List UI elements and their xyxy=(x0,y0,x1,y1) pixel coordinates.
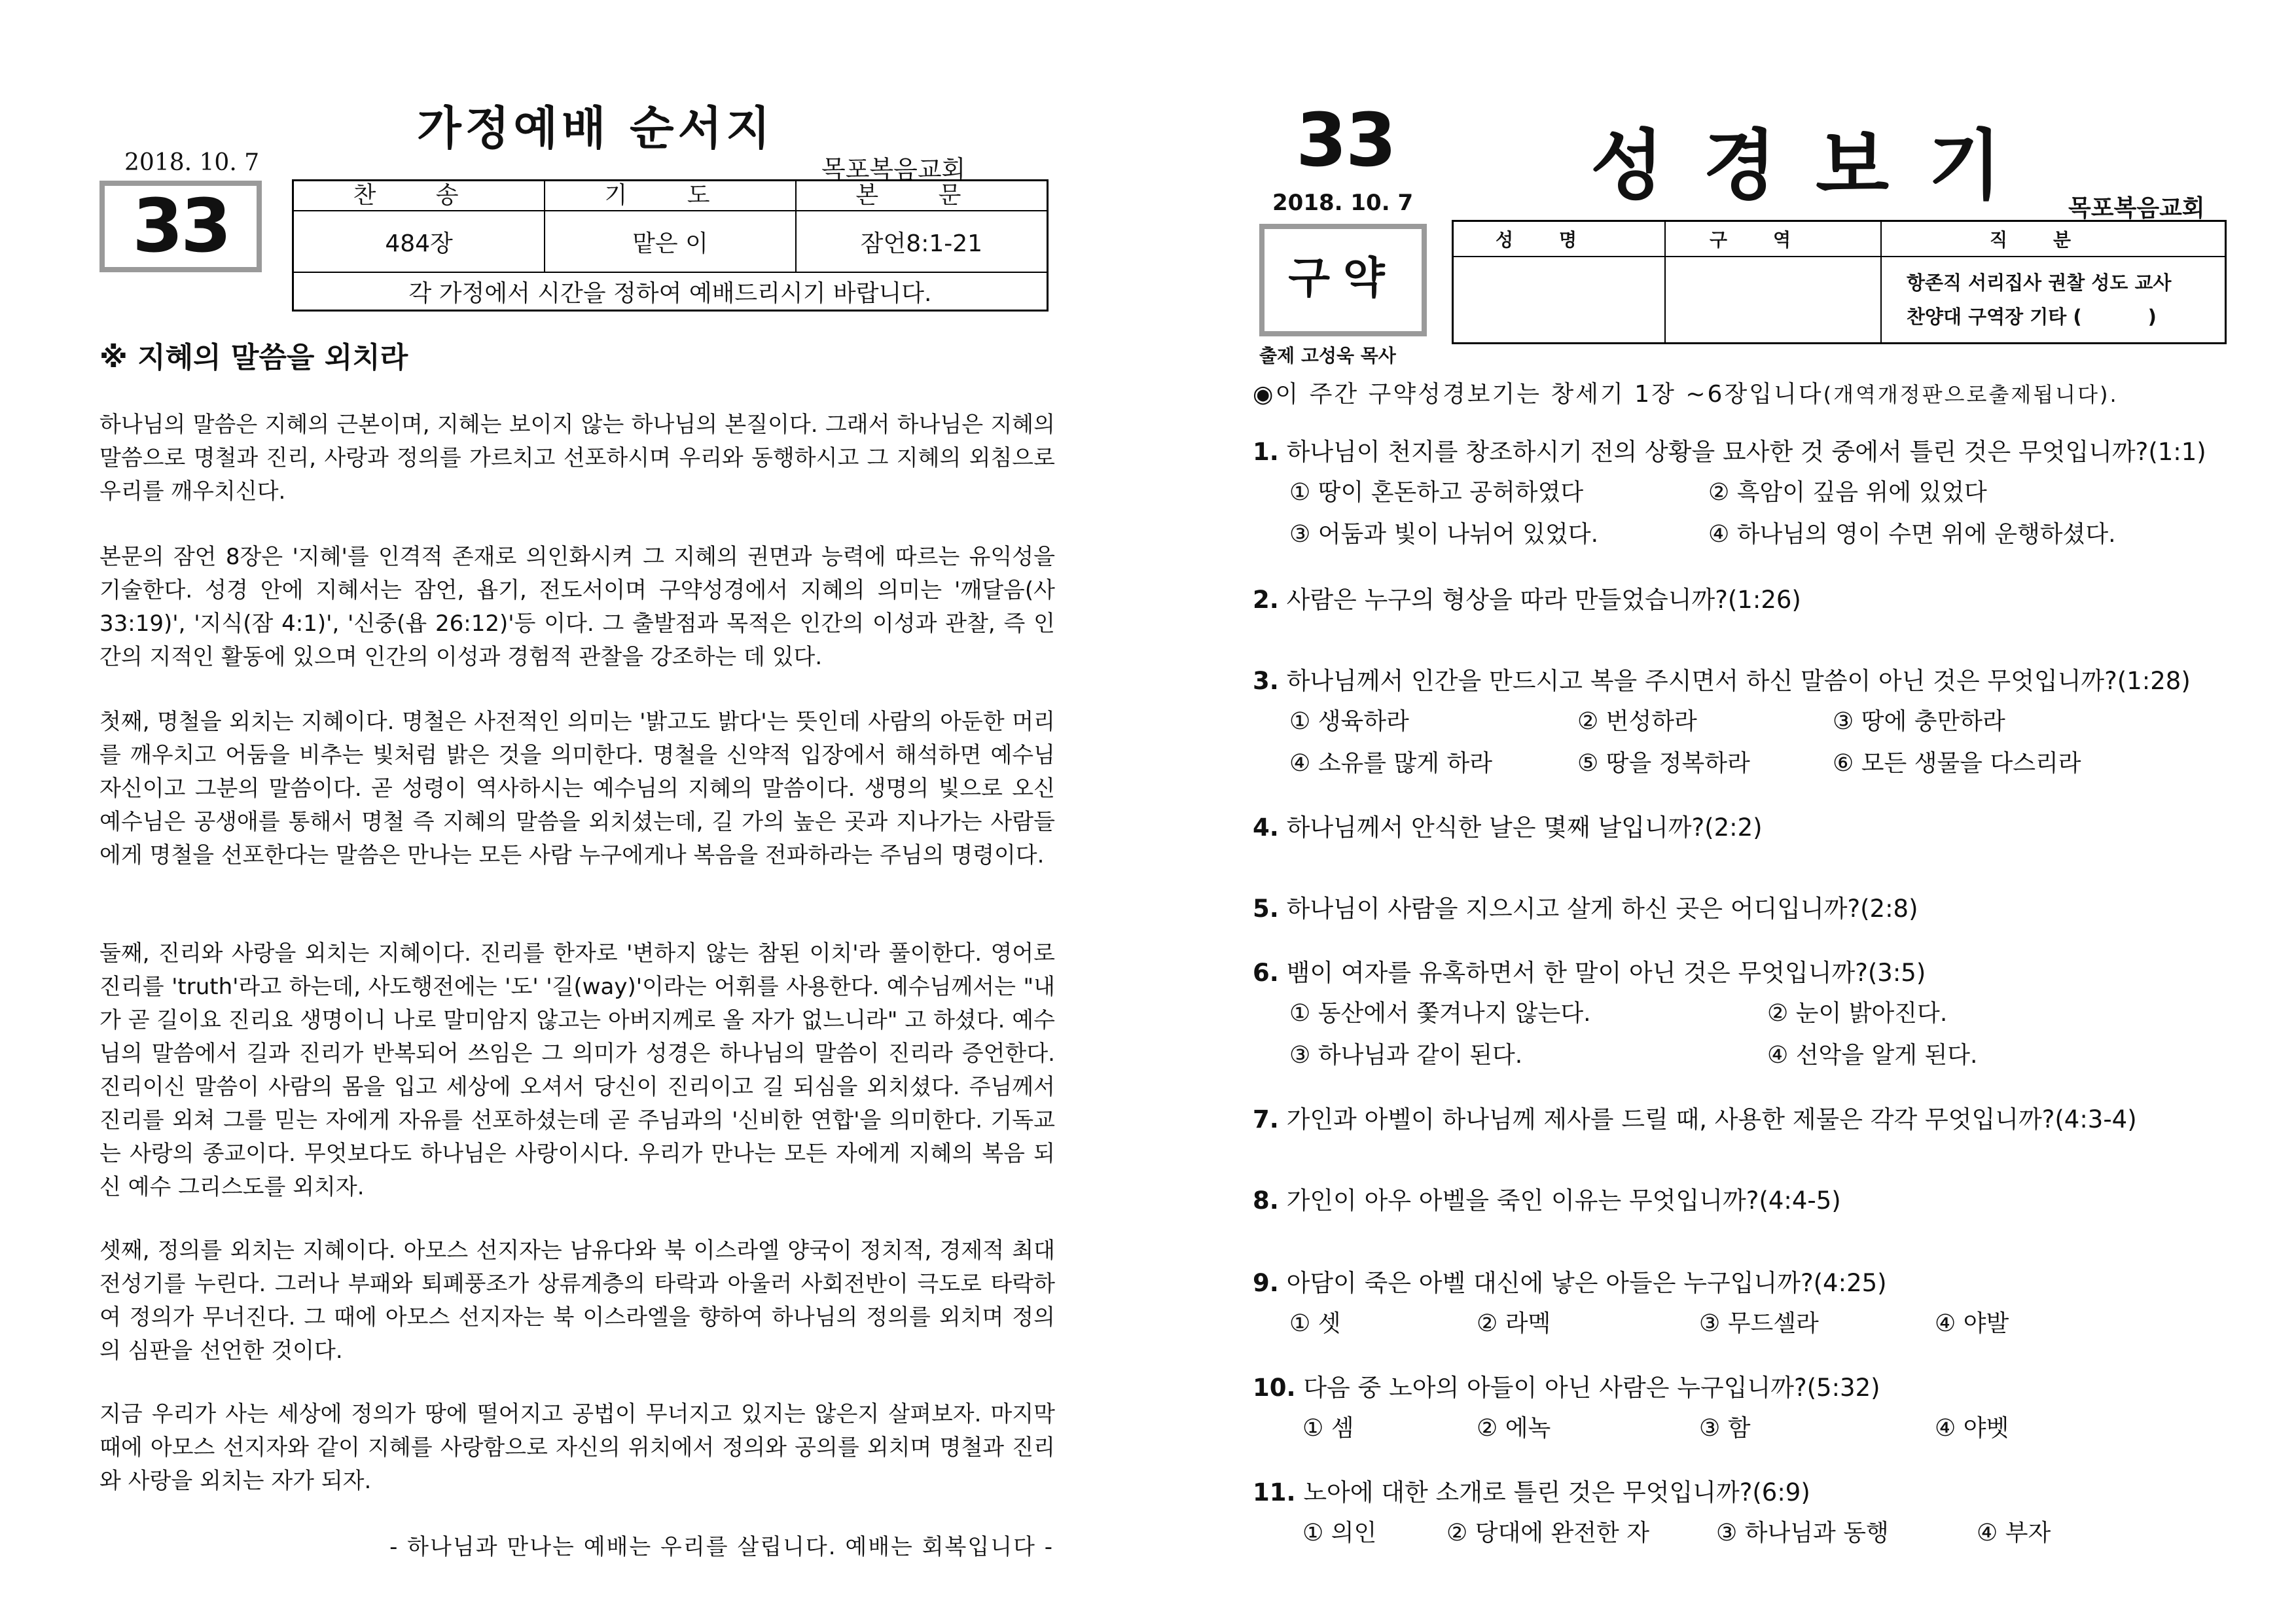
question-10-options xyxy=(1289,1410,2232,1442)
question-text: 하나님이 사람을 지으시고 살게 하신 곳은 어디입니까?(2:8) xyxy=(1286,895,1918,923)
question-7 xyxy=(1253,1099,2137,1135)
question-number: 4. xyxy=(1253,813,1279,842)
sermon-paragraph-3: 첫째, 명철을 외치는 지혜이다. 명철은 사전적인 의미는 '밝고도 밝다'는 뜻인데 사람의 아둔한 머리를 깨우치고 어둠을 비추는 빛처럼 밝은 것을 의미한다. 명철을 신약적 입장에서 해석하면 예수님 자신이고 그분의 말씀이다. 곧 성령이 역사하시는 예수님의 지혜의 말씀이다. 생명의 빛으로 오신 예수님은 공생애를 통해서 명철 즉 지혜의 말씀을 외치셨는데, 길 가의 높은 곳과 지나가는 사람들에게 명철을 선포한다는 말씀은 만나는 모든 사람 누구에게나 복음을 전파하라는 주님의 명령이다. xyxy=(99,709,1055,868)
question-text: 사람은 누구의 형상을 따라 만들었습니까?(1:26) xyxy=(1286,586,1801,614)
option[interactable]: ⑥ 모든 생물을 다스리라 xyxy=(1833,750,2081,777)
option[interactable]: ① 셈 xyxy=(1302,1415,1354,1442)
question-11-options xyxy=(1289,1514,2232,1547)
quiz-author: 출제 고성욱 목사 xyxy=(1259,345,1396,366)
question-number: 7. xyxy=(1253,1105,1279,1133)
prayer-value: 맡은 이 xyxy=(545,211,796,272)
option[interactable]: ② 눈이 밝아진다. xyxy=(1767,1000,1948,1027)
worship-order-table xyxy=(292,179,1049,312)
sermon-heading: ※ 지혜의 말씀을 외치라 xyxy=(99,341,408,374)
question-11 xyxy=(1253,1472,1810,1508)
question-text: 가인과 아벨이 하나님께 제사를 드릴 때, 사용한 제물은 각각 무엇입니까?(4:3-4) xyxy=(1286,1105,2137,1133)
weekly-notice xyxy=(1253,376,2119,409)
option[interactable]: ① 땅이 혼돈하고 공허하였다 xyxy=(1289,479,1584,506)
header-scripture: 본 문 xyxy=(796,181,1048,211)
question-9-options xyxy=(1289,1305,2232,1338)
name-field[interactable] xyxy=(1453,257,1666,344)
question-6-options-row-1 xyxy=(1289,995,2232,1027)
header-name: 성명 xyxy=(1453,221,1666,257)
question-1-options-row-2 xyxy=(1289,516,2232,548)
header-duty: 직분 xyxy=(1881,221,2226,257)
option[interactable]: ① 생육하라 xyxy=(1289,708,1409,735)
left-page-title: 가정예배 순서지 xyxy=(417,101,774,155)
question-text: 하나님께서 인간을 만드시고 복을 주시면서 하신 말씀이 아닌 것은 무엇입니까?(1:28) xyxy=(1286,667,2191,695)
left-date: 2018. 10. 7 xyxy=(124,149,260,176)
notice-note: (개역개정판으로출제됩니다). xyxy=(1823,382,2119,407)
district-field[interactable] xyxy=(1665,257,1881,344)
question-text: 하나님이 천지를 창조하시기 전의 상황을 묘사한 것 중에서 틀린 것은 무엇입니까?(1:1) xyxy=(1286,438,2206,466)
option[interactable]: ① 동산에서 쫓겨나지 않는다. xyxy=(1289,1000,1591,1027)
duty-field[interactable] xyxy=(1881,257,2226,344)
question-number: 3. xyxy=(1253,667,1279,695)
option[interactable]: ③ 무드셀라 xyxy=(1699,1310,1819,1337)
question-3-options-row-1 xyxy=(1289,703,2232,736)
sermon-paragraph-1: 하나님의 말씀은 지혜의 근본이며, 지혜는 보이지 않는 하나님의 본질이다. 그래서 하나님은 지혜의 말씀으로 명철과 진리, 사랑과 정의를 가르치고 선포하시며 우리와 동행하시고 그 지혜의 외침으로 우리를 깨우치신다. xyxy=(99,412,1055,505)
question-1 xyxy=(1253,432,2206,467)
option[interactable]: ② 에녹 xyxy=(1477,1415,1551,1442)
participant-info-table xyxy=(1452,220,2227,344)
option[interactable]: ④ 부자 xyxy=(1977,1520,2051,1546)
question-text: 아담이 죽은 아벨 대신에 낳은 아들은 누구입니까?(4:25) xyxy=(1286,1269,1887,1297)
hymn-value: 484장 xyxy=(293,211,545,272)
sermon-paragraph-4: 둘째, 진리와 사랑을 외치는 지혜이다. 진리를 한자로 '변하지 않는 참된 이치'라 풀이한다. 영어로 진리를 'truth'라고 하는데, 사도행전에는 '도' '길(way)'이라는 어휘를 사용한다. 예수님께서는 "내가 곧 길이요 진리요 생명이니 나로 말미암지 않고는 아버지께로 올 자가 없느니라" 고 하셨다. 예수님의 말씀에서 길과 진리가 반복되어 쓰임은 그 의미가 성경은 하나님의 말씀이 진리라 증언한다. 진리이신 말씀이 사람의 몸을 입고 세상에 오셔서 당신이 진리이고 길 되심을 외치셨다. 주님께서 진리를 외쳐 그를 믿는 자에게 자유를 선포하셨는데 곧 주님과의 '신비한 연합'을 의미한다. 기독교는 사랑의 종교이다. 무엇보다도 하나님은 사랑이시다. 우리가 만나는 모든 자에게 지혜의 복음 되신 예수 그리스도를 외치자. xyxy=(99,940,1055,1200)
question-4 xyxy=(1253,808,1763,843)
header-district: 구역 xyxy=(1665,221,1881,257)
question-6-options-row-2 xyxy=(1289,1037,2232,1069)
testament-section-box: 구약 xyxy=(1259,224,1427,336)
sermon-paragraph-2: 본문의 잠언 8장은 '지혜'를 인격적 존재로 의인화시켜 그 지혜의 권면과 능력에 따르는 유익성을 기술한다. 성경 안에 지혜서는 잠언, 욥기, 전도서이며 구약성경에서 지혜의 의미는 '깨달음(사 33:19)', '지식(잠 4:1)', '신중(욥 26:12)'등 이다. 그 출발점과 목적은 인간의 이성과 관찰, 즉 인간의 지적인 활동에 있으며 인간의 이성과 경험적 관찰을 강조하는 데 있다. xyxy=(99,544,1055,670)
right-issue-number: 33 xyxy=(1296,98,1395,183)
question-text: 다음 중 노아의 아들이 아닌 사람은 누구입니까?(5:32) xyxy=(1303,1374,1880,1402)
option[interactable]: ④ 하나님의 영이 수면 위에 운행하셨다. xyxy=(1708,521,2116,548)
question-text: 노아에 대한 소개로 틀린 것은 무엇입니까?(6:9) xyxy=(1303,1478,1810,1507)
option[interactable]: ① 셋 xyxy=(1289,1310,1341,1337)
header-prayer: 기 도 xyxy=(545,181,796,211)
option[interactable]: ① 의인 xyxy=(1302,1520,1377,1546)
question-text: 뱀이 여자를 유혹하면서 한 말이 아닌 것은 무엇입니까?(3:5) xyxy=(1286,959,1926,987)
question-number: 10. xyxy=(1253,1374,1296,1402)
question-number: 5. xyxy=(1253,895,1279,923)
option[interactable]: ② 흑암이 깊음 위에 있었다 xyxy=(1708,479,1987,506)
question-text: 가인이 아우 아벨을 죽인 이유는 무엇입니까?(4:4-5) xyxy=(1286,1186,1841,1215)
sermon-paragraph-5: 셋째, 정의를 외치는 지혜이다. 아모스 선지자는 남유다와 북 이스라엘 양국이 정치적, 경제적 최대 전성기를 누린다. 그러나 부패와 퇴폐풍조가 상류계층의 타락과 아울러 사회전반이 극도로 타락하여 정의가 무너진다. 그 때에 아모스 선지자는 북 이스라엘을 향하여 하나님의 정의를 외치며 정의의 심판을 선언한 것이다. xyxy=(99,1238,1055,1364)
question-number: 11. xyxy=(1253,1478,1296,1507)
question-9 xyxy=(1253,1263,1887,1298)
question-number: 8. xyxy=(1253,1186,1279,1215)
right-date: 2018. 10. 7 xyxy=(1272,190,1414,216)
left-footer-slogan: - 하나님과 만나는 예배는 우리를 살립니다. 예배는 회복입니다 - xyxy=(389,1534,1054,1560)
question-number: 1. xyxy=(1253,438,1279,466)
option[interactable]: ④ 야발 xyxy=(1935,1310,2009,1337)
left-church-name: 목포복음교회 xyxy=(821,155,966,184)
option[interactable]: ③ 하나님과 동행 xyxy=(1716,1520,1889,1546)
question-5 xyxy=(1253,889,1918,924)
question-number: 9. xyxy=(1253,1269,1279,1297)
duty-options-line-2: 찬양대 구역장 기타 ( ) xyxy=(1907,306,2157,328)
notice-text: ◉이 주간 구약성경보기는 창세기 1장 ~6장입니다 xyxy=(1253,381,1823,408)
right-page-title: 성경보기 xyxy=(1590,121,2041,210)
order-note: 각 가정에서 시간을 정하여 예배드리시기 바랍니다. xyxy=(293,272,1048,311)
option[interactable]: ② 라멕 xyxy=(1477,1310,1551,1337)
right-church-name: 목포복음교회 xyxy=(2068,195,2205,222)
question-number: 6. xyxy=(1253,959,1279,987)
option[interactable]: ③ 땅에 충만하라 xyxy=(1833,708,2005,735)
option[interactable]: ② 번성하라 xyxy=(1577,708,1697,735)
option[interactable]: ⑤ 땅을 정복하라 xyxy=(1577,750,1750,777)
option[interactable]: ② 당대에 완전한 자 xyxy=(1446,1520,1650,1546)
question-1-options-row-1 xyxy=(1289,474,2232,507)
question-number: 2. xyxy=(1253,586,1279,614)
question-3 xyxy=(1253,661,2191,696)
option[interactable]: ③ 함 xyxy=(1699,1415,1751,1442)
left-issue-number: 33 xyxy=(99,181,262,272)
question-2 xyxy=(1253,580,1801,615)
option[interactable]: ④ 야벳 xyxy=(1935,1415,2009,1442)
question-10 xyxy=(1253,1368,1880,1403)
sermon-paragraph-6: 지금 우리가 사는 세상에 정의가 땅에 떨어지고 공법이 무너지고 있지는 않은지 살펴보자. 마지막 때에 아모스 선지자와 같이 지혜를 사랑함으로 자신의 위치에서 정의와 공의를 외치며 명철과 진리와 사랑을 외치는 자가 되자. xyxy=(99,1401,1055,1494)
question-text: 하나님께서 안식한 날은 몇째 날입니까?(2:2) xyxy=(1286,813,1763,842)
option[interactable]: ③ 하나님과 같이 된다. xyxy=(1289,1042,1523,1069)
question-8 xyxy=(1253,1181,1841,1216)
option[interactable]: ④ 선악을 알게 된다. xyxy=(1767,1042,1978,1069)
option[interactable]: ③ 어둠과 빛이 나뉘어 있었다. xyxy=(1289,521,1599,548)
option[interactable]: ④ 소유를 많게 하라 xyxy=(1289,750,1493,777)
question-3-options-row-2 xyxy=(1289,745,2232,777)
duty-options-line-1: 항존직 서리집사 권찰 성도 교사 xyxy=(1907,272,2172,294)
header-hymn: 찬 송 xyxy=(293,181,545,211)
scripture-value: 잠언8:1-21 xyxy=(796,211,1048,272)
question-6 xyxy=(1253,953,1926,988)
